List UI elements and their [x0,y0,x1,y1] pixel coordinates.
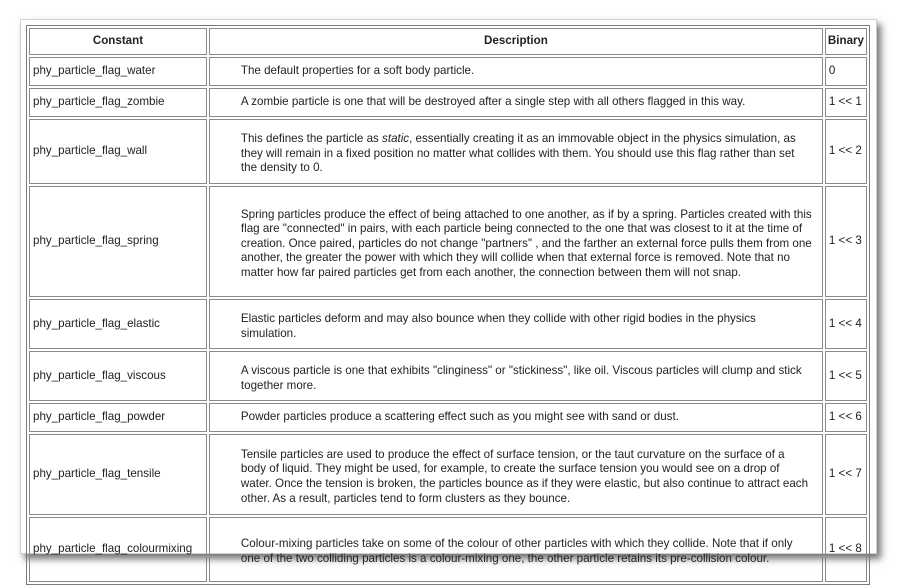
constant-cell: phy_particle_flag_elastic [29,299,207,349]
binary-cell: 0 [825,57,867,86]
constant-cell: phy_particle_flag_colourmixing [29,517,207,582]
description-cell: Elastic particles deform and may also bounce when they collide with other rigid bodies in the physics simulation. [209,299,823,349]
header-constant: Constant [29,28,207,55]
description-text-end: , essentially creating it as an immovable object in the physics simulation, as they will remain in a fixed position no matter what collides with them. You should use this flag rather than set the density to 0. [240,132,796,175]
description-cell: A zombie particle is one that will be destroyed after a single step with all others flagged in this way. [209,88,823,117]
constant-cell: phy_particle_flag_viscous [29,351,207,401]
table-row [29,403,867,432]
binary-cell: 1 << 5 [825,351,867,401]
table-row [29,351,867,401]
table-row [29,186,867,297]
constant-cell: phy_particle_flag_wall [29,119,207,184]
description-cell: Colour-mixing particles take on some of the colour of other particles with which they collide. Note that if only one of the two colliding particles is a colour-mixing one, the other particle retains its pre-collision colour. [209,517,823,582]
table-row [29,57,867,86]
binary-cell: 1 << 2 [825,119,867,184]
binary-cell: 1 << 3 [825,186,867,297]
constant-cell: phy_particle_flag_tensile [29,434,207,515]
document-panel [20,19,877,565]
particle-flags-table [26,25,870,585]
table-row [29,299,867,349]
binary-cell: 1 << 8 [825,517,867,582]
constant-cell: phy_particle_flag_powder [29,403,207,432]
description-text-start: This defines the particle as [240,132,383,146]
constant-cell: phy_particle_flag_zombie [29,88,207,117]
constant-cell: phy_particle_flag_water [29,57,207,86]
binary-cell: 1 << 6 [825,403,867,432]
description-cell: Tensile particles are used to produce the effect of surface tension, or the taut curvature on the surface of a body of liquid. They might be used, for example, to create the surface tension you would see on a drop of water. Once the tension is broken, the particles bounce as if they were elastic, but also continue to attract each other. As a result, particles tend to form clusters as they bounce. [209,434,823,515]
binary-cell: 1 << 1 [825,88,867,117]
description-emphasis: static [382,132,410,146]
description-cell [209,119,823,184]
description-cell: The default properties for a soft body particle. [209,57,823,86]
table-row [29,517,867,582]
constant-cell: phy_particle_flag_spring [29,186,207,297]
description-cell: A viscous particle is one that exhibits "clinginess" or "stickiness", like oil. Viscous particles will clump and stick together more. [209,351,823,401]
binary-cell: 1 << 4 [825,299,867,349]
table-row [29,88,867,117]
table-row [29,434,867,515]
header-description: Description [209,28,823,55]
description-cell: Spring particles produce the effect of being attached to one another, as if by a spring. Particles created with this flag are "connected" in pairs, with each particle being connected to the one that was closest to it at the time of creation. Once paired, particles do not change "partners" , and the farther an external force pulls them from one another, the greater the power with which they will collide when that external force is removed. Note that no matter how far paired particles get from each another, the connection between them will not snap. [209,186,823,297]
header-binary: Binary [825,28,867,55]
table-row [29,119,867,184]
binary-cell: 1 << 7 [825,434,867,515]
description-cell: Powder particles produce a scattering effect such as you might see with sand or dust. [209,403,823,432]
table-header-row [29,28,867,55]
